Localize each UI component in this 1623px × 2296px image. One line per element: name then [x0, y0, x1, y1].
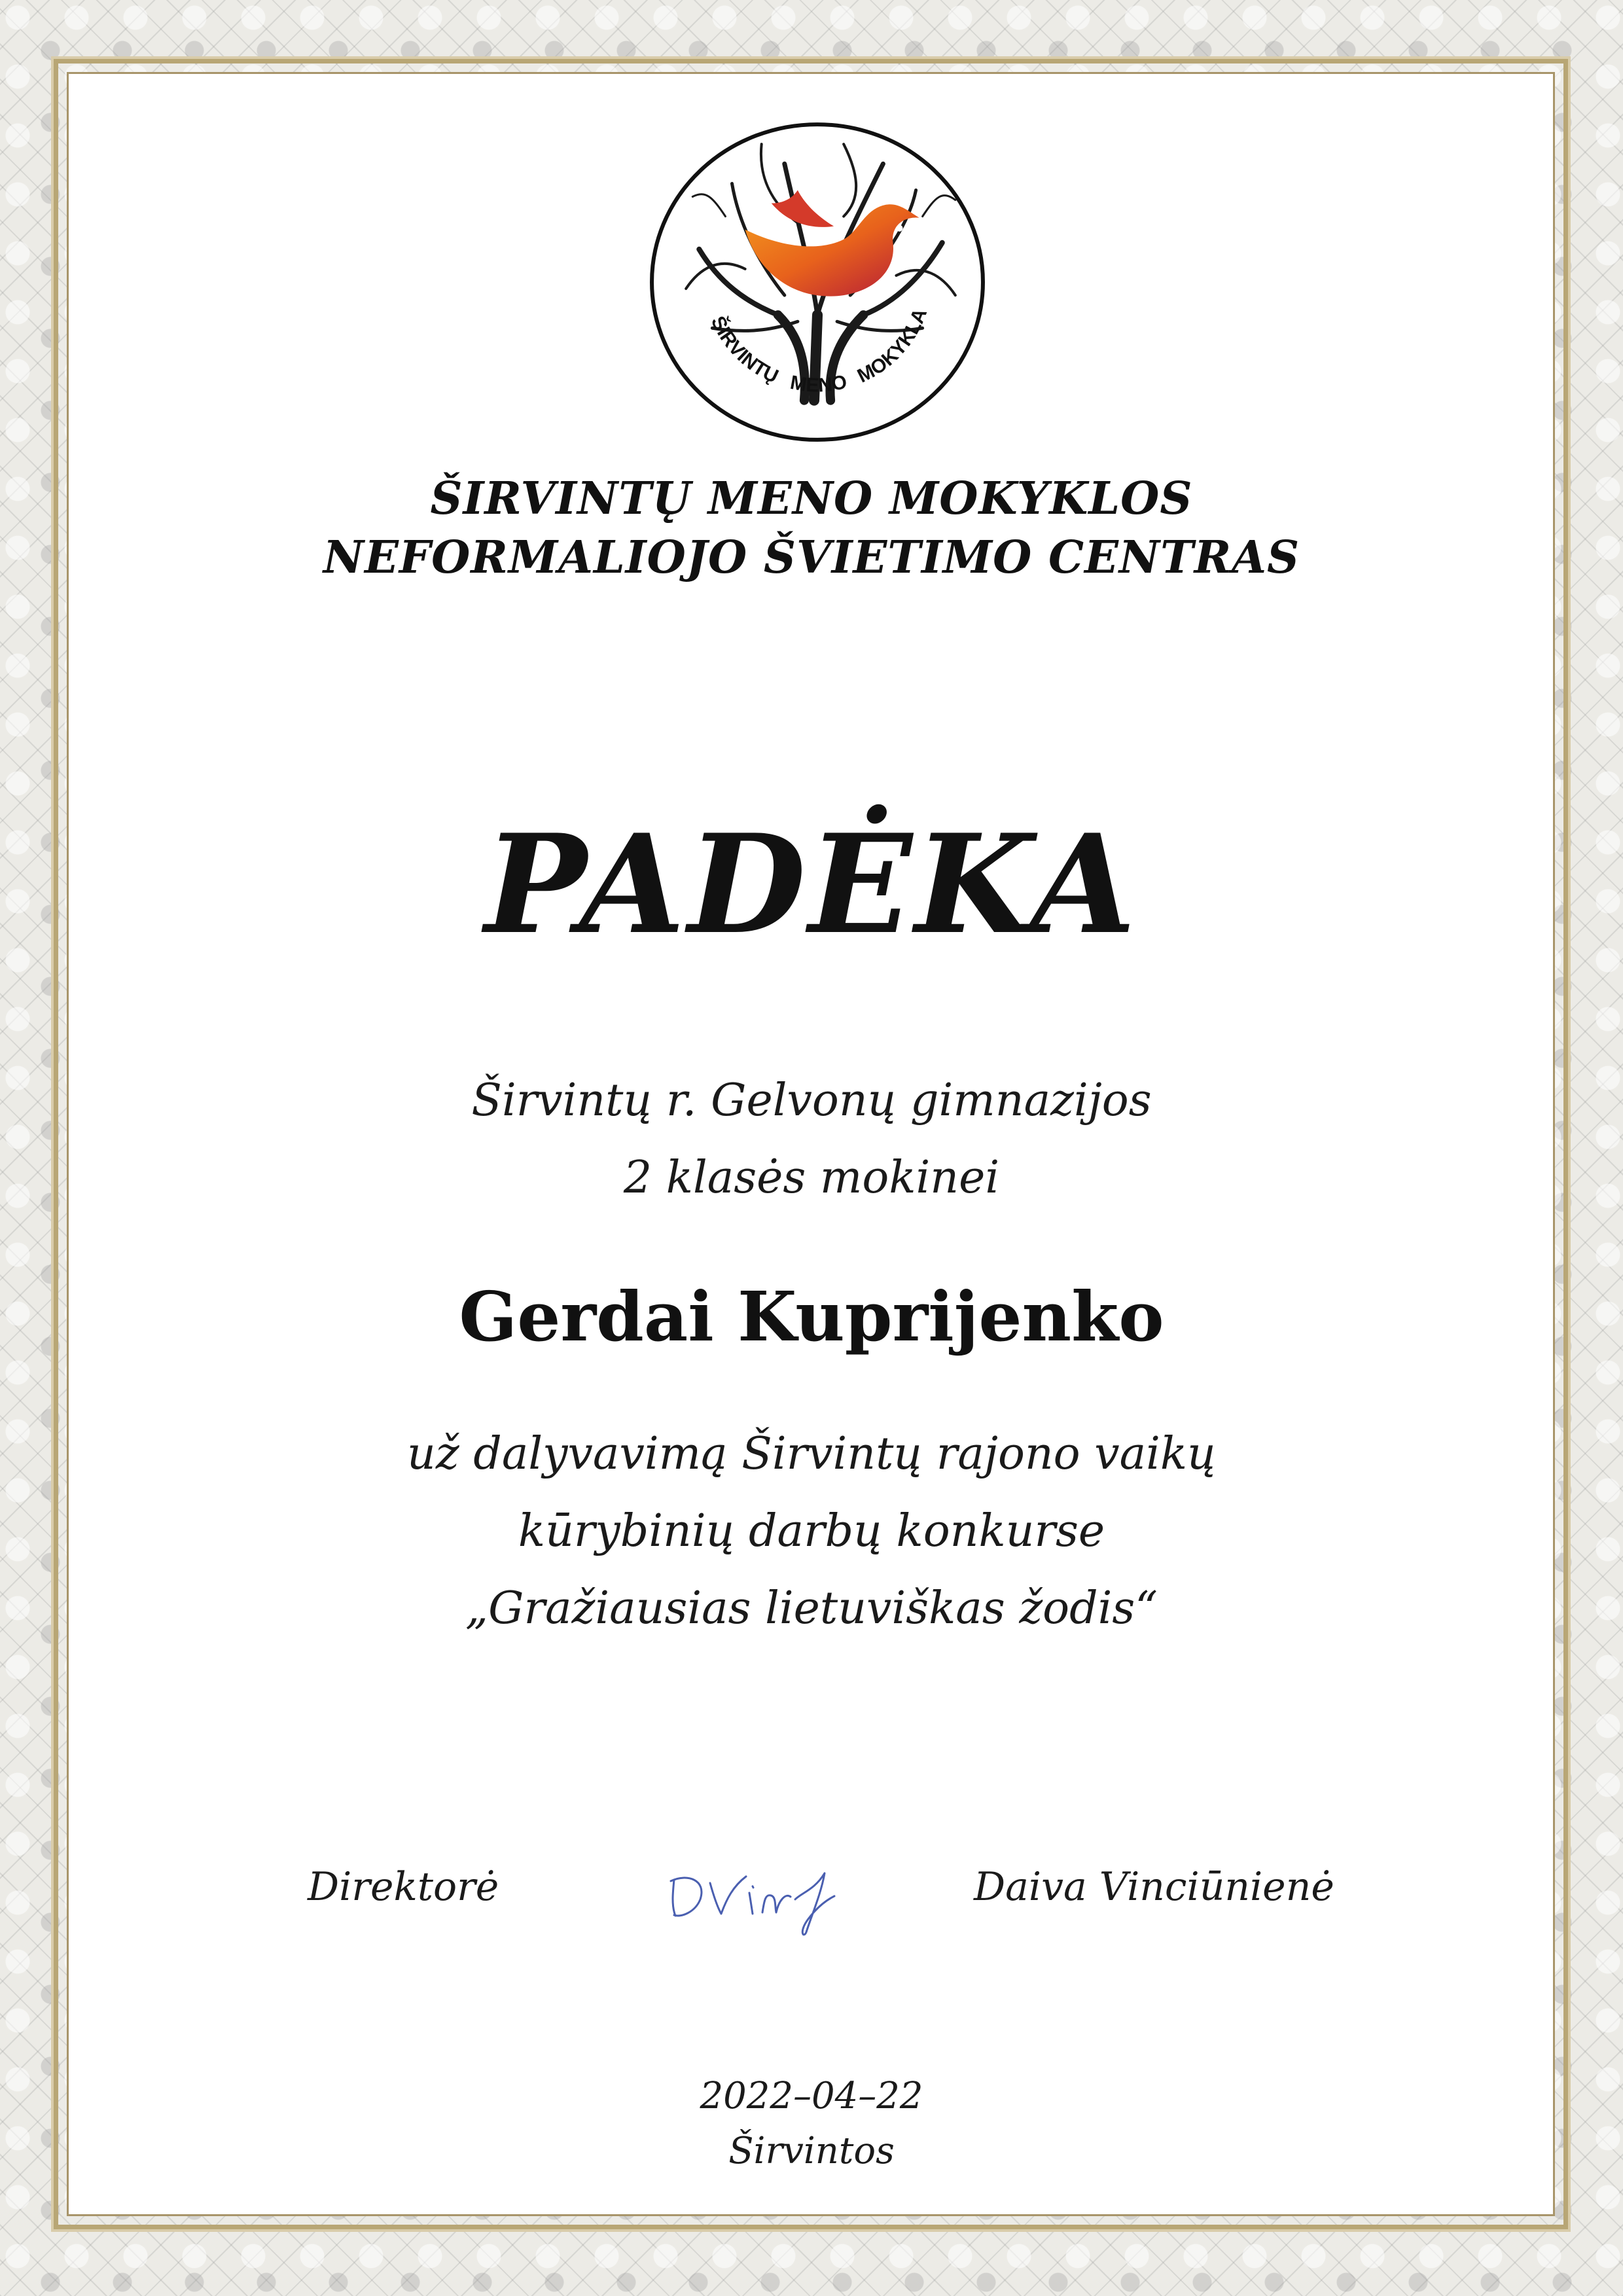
institution-name-line1: ŠIRVINTŲ MENO MOKYKLOS: [430, 473, 1193, 525]
certificate-title: PADĖKA: [484, 805, 1139, 965]
logo-text-center: MENO: [788, 370, 849, 397]
recipient-school: Širvintų r. Gelvonų gimnazijos: [471, 1075, 1152, 1126]
reason-line3: „Gražiausias lietuviškas žodis“: [465, 1583, 1158, 1634]
tree-bird-emblem: [647, 118, 988, 446]
school-logo: [647, 118, 988, 446]
institution-name-line2: NEFORMALIOJO ŠVIETIMO CENTRAS: [323, 531, 1300, 584]
reason-line2: kūrybinių darbų konkurse: [518, 1505, 1105, 1557]
handwritten-signature: [661, 1854, 844, 1939]
logo-text-right: MOKYKLA: [853, 305, 932, 387]
recipient-name: Gerdai Kuprijenko: [459, 1276, 1164, 1357]
svg-text:MENO: [789, 371, 849, 397]
signatory-position: Direktorė: [308, 1864, 499, 1910]
issue-place: Širvintos: [728, 2130, 895, 2172]
logo-text-left: ŠIRVINTŲ: [706, 313, 782, 388]
recipient-class: 2 klasės mokinei: [623, 1152, 1000, 1204]
issue-date: 2022–04–22: [700, 2075, 923, 2117]
signatory-name: Daiva Vinciūnienė: [974, 1864, 1334, 1910]
reason-line1: už dalyvavimą Širvintų rajono vaikų: [407, 1428, 1216, 1480]
